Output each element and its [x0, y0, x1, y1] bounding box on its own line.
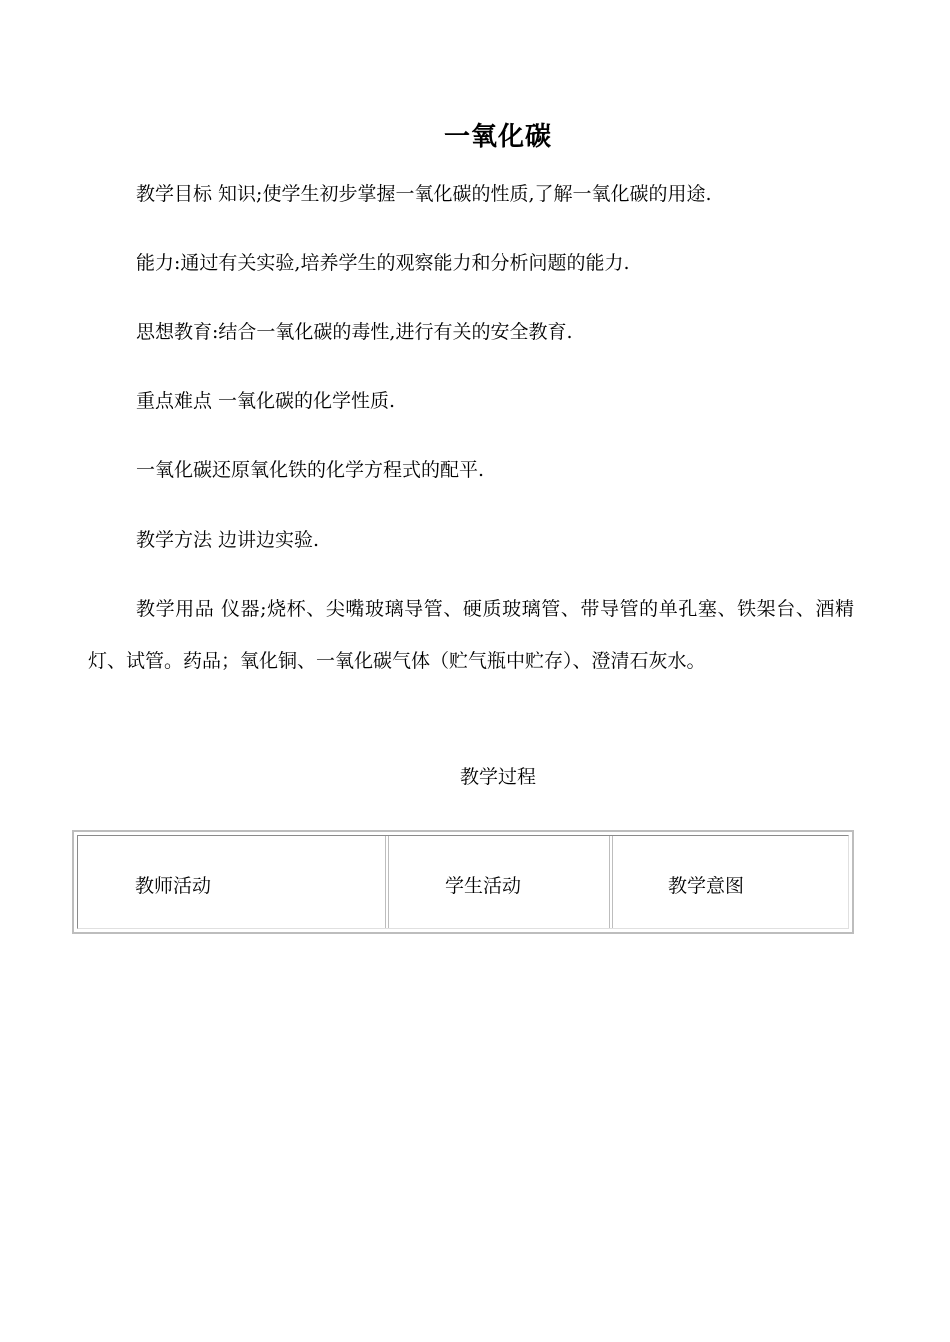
paragraph-equation-balancing: 一氧化碳还原氧化铁的化学方程式的配平. — [136, 459, 485, 481]
table-header-teaching-intent: 教学意图 — [668, 875, 745, 897]
table-header-teacher-activity: 教师活动 — [135, 875, 212, 897]
section-heading-teaching-process: 教学过程 — [459, 766, 536, 788]
teaching-process-table — [72, 830, 854, 934]
table-header-cell-student — [389, 836, 613, 928]
paragraph-teaching-method: 教学方法 边讲边实验. — [136, 529, 320, 551]
paragraph-teaching-materials: 教学用品 仪器;烧杯、尖嘴玻璃导管、硬质玻璃管、带导管的单孔塞、铁架台、酒精灯、试管。药品；氧化铜、一氧化碳气体（贮气瓶中贮存）、澄清石灰水。 — [88, 598, 854, 672]
table-header-student-activity: 学生活动 — [445, 875, 522, 897]
paragraph-key-difficulties: 重点难点 一氧化碳的化学性质. — [136, 390, 396, 412]
table-header-row — [77, 835, 849, 929]
table-header-cell-intent — [613, 836, 848, 928]
paragraph-ability: 能力:通过有关实验,培养学生的观察能力和分析问题的能力. — [136, 252, 630, 274]
table-header-cell-teacher — [78, 836, 389, 928]
paragraph-ideological-education: 思想教育:结合一氧化碳的毒性,进行有关的安全教育. — [136, 321, 573, 343]
paragraph-teaching-objectives: 教学目标 知识;使学生初步掌握一氧化碳的性质,了解一氧化碳的用途. — [136, 183, 712, 205]
document-title: 一氧化碳 — [443, 122, 552, 152]
